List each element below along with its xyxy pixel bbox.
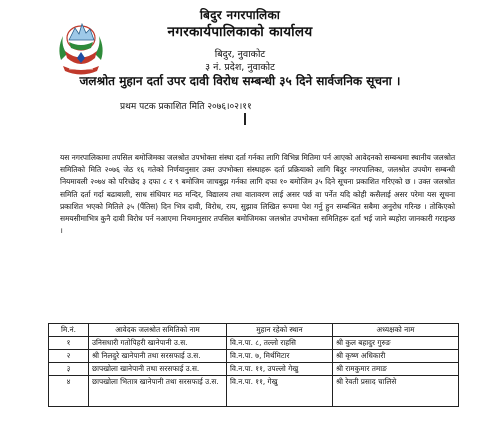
office-name: नगरकार्यपालिकाको कार्यालय [167, 24, 313, 40]
cell-committee: छापखोला भितात्र खानेपानी तथा सरसफाई उ.स. [89, 376, 227, 407]
cell-committee: श्री निलदुरे खानेपानी तथा सरसफाई उ.स. [89, 350, 227, 363]
notice-body: यस नगरपालिकामा तपसिल बमोजिमका जलश्रोत उपभोक्ता संस्था दर्ता गर्नका लागि विभिन्न मितिमा पर्न आएको आवेदनको सम्बन्धमा स्थानीय जलश्रोत समितिको मिति २०७६ जेठ १६ गतेको निर्णयानुसार उक्त उपभोक्ता संस्थाहरू दर्ता प्रक्रियाको लागि बिदुर नगरपालिका, जलश्रोत उपयोग सम्बन्धी नियमावली २०७४ को परिच्छेद ३ दफा ८ र ९ बमोजिम जाचबुझ गर्नका लागि दफा १० बमोजिम ३५ दिने सूचना प्रकाशित गरिएको छ । उक्त जलश्रोत समिति दर्ता गर्दा बढाबाली, साध संधियार मठ मन्दिर, विद्यालय तथा वातावरण लाई असर पर्छ वा पर्नेत यदि कोही कसैलाई असर परेमा यस सूचना प्रकाशित भएको मितिले ३५ (पैंतिस) दिन भित्र दावी, विरोध, राय, सुझाव लिखित रूपमा पेश गर्नु हुन सम्बन्धित सबैमा अनुरोध गरिन्छ । तोकिएको समयसीमाभित्र कुनै दावी विरोध पर्न नआएमा नियमानुसार तपसिल बमोजिमका जलश्रोत उपभोक्ता समितिहरू दर्ता भई जाने ब्यहोरा जानकारी गराइन्छ । [60, 153, 455, 236]
text-cursor [244, 113, 246, 125]
cell-chairperson: श्री कृष्ण अधिकारी [333, 350, 459, 363]
office-address: बिदुर, नुवाकोट [214, 49, 266, 60]
cell-location: वि.न.पा. ११, उपल्लो गेखु [227, 363, 333, 376]
table-header-row [49, 324, 459, 337]
cell-serial: १ [49, 337, 89, 350]
table-row [49, 376, 459, 407]
cell-location: वि.न.पा. ११, गेखु [227, 376, 333, 407]
cell-serial: २ [49, 350, 89, 363]
cell-chairperson: श्री रामकुमार तमाङ [333, 363, 459, 376]
table-row [49, 350, 459, 363]
publication-date: प्रथम पटक प्रकाशित मिति २०७६।०२।११ [120, 102, 252, 112]
province-line: ३ नं. प्रदेश, नुवाकोट [205, 62, 275, 73]
col-header-location: मुहान रहेको स्थान [227, 324, 333, 337]
cell-location: वि.न.पा. ८, तल्लो राहसि [227, 337, 333, 350]
col-header-committee: आवेदक जलश्रोत समितिको नाम [89, 324, 227, 337]
cell-committee: उनिसधारी गतोपिहरी खानेपानी उ.स. [89, 337, 227, 350]
table-row [49, 363, 459, 376]
applicant-table [48, 323, 459, 407]
cell-chairperson: श्री कुल बहादुर गुरुङ [333, 337, 459, 350]
cell-committee: छापखोला खानेपानी तथा सरसफाई उ.स. [89, 363, 227, 376]
cell-serial: ४ [49, 376, 89, 407]
table-row [49, 337, 459, 350]
notice-title: जलश्रोत मुहान दर्ता उपर दावी विरोध सम्बन्धी ३५ दिने सार्वजनिक सूचना । [79, 74, 401, 88]
cell-serial: ३ [49, 363, 89, 376]
col-header-serial: मि.नं. [49, 324, 89, 337]
municipality-name: बिदुर नगरपालिका [199, 8, 281, 22]
cell-location: वि.न.पा. ७, मिर्थमिटार [227, 350, 333, 363]
cell-chairperson: श्री रेवती प्रसाद चालिसे [333, 376, 459, 407]
col-header-chairperson: अध्यक्षको नाम [333, 324, 459, 337]
